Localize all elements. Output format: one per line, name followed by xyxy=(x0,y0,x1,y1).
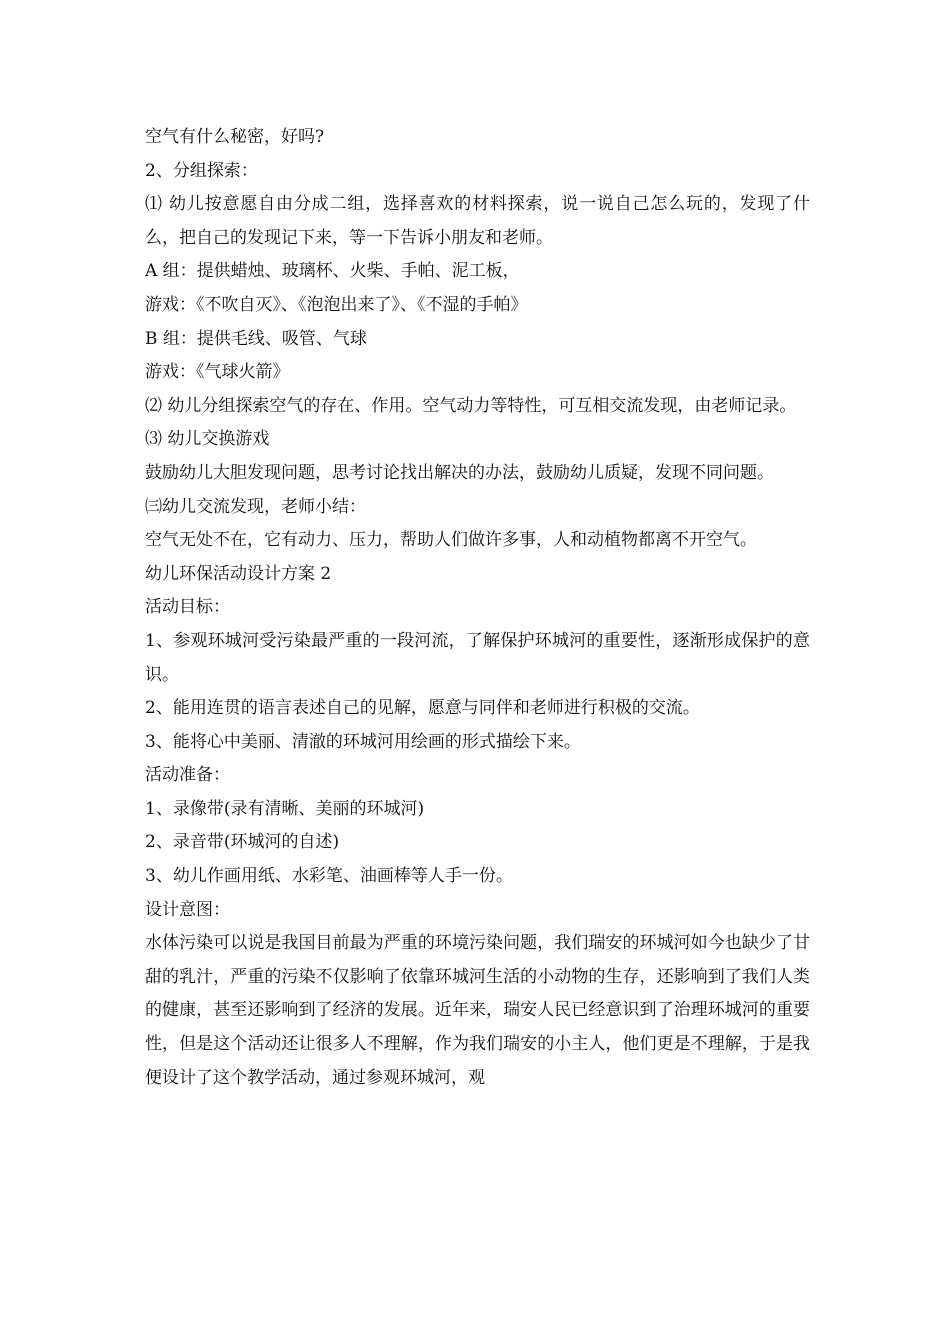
paragraph-2: 2、分组探索： xyxy=(145,160,258,181)
paragraph-11: ㈢幼儿交流发现，老师小结： xyxy=(145,496,366,517)
paragraph-3: ⑴ 幼儿按意愿自由分成二组，选择喜欢的材料探索，说一说自己怎么玩的，发现了什么，把自己的发现记下来，等一下告诉小朋友和老师。 xyxy=(145,194,810,248)
paragraph-4: A 组：提供蜡烛、玻璃杯、火柴、手帕、泥工板， xyxy=(145,261,520,282)
paragraph-21: 3、幼儿作画用纸、水彩笔、油画棒等人手一份。 xyxy=(145,866,513,887)
paragraph-15: 1、参观环城河受污染最严重的一段河流，了解保护环城河的重要性，逐渐形成保护的意识。 xyxy=(145,630,810,685)
paragraph-20: 2、录音带(环城河的自述) xyxy=(145,832,340,853)
paragraph-16: 2、能用连贯的语言表述自己的见解，愿意与同伴和老师进行积极的交流。 xyxy=(145,698,700,719)
paragraph-5: 游戏：《不吹自灭》、《泡泡出来了》、《不湿的手帕》 xyxy=(145,294,528,315)
section-heading: 幼儿环保活动设计方案 2 xyxy=(145,563,332,584)
paragraph-18: 活动准备： xyxy=(145,765,230,786)
paragraph-17: 3、能将心中美丽、清澈的环城河用绘画的形式描绘下来。 xyxy=(145,731,581,752)
paragraph-9: ⑶ 幼儿交换游戏 xyxy=(145,429,270,450)
paragraph-14: 活动目标： xyxy=(145,597,230,618)
document-body xyxy=(145,121,810,1095)
paragraph-1: 空气有什么秘密，好吗? xyxy=(145,127,325,147)
paragraph-22: 设计意图： xyxy=(145,899,230,920)
paragraph-19: 1、录像带(录有清晰、美丽的环城河) xyxy=(145,798,425,819)
paragraph-10: 鼓励幼儿大胆发现问题，思考讨论找出解决的办法，鼓励幼儿质疑，发现不同问题。 xyxy=(145,462,774,483)
paragraph-6: B 组：提供毛线、吸管、气球 xyxy=(145,328,367,349)
paragraph-23: 水体污染可以说是我国目前最为严重的环境污染问题，我们瑞安的环城河如今也缺少了甘甜的乳汁，严重的污染不仅影响了依靠环城河生活的小动物的生存，还影响到了我们人类的健康，甚至还影响到了经济的发展。近年来，瑞安人民已经意识到了治理环城河的重要性，但是这个活动还让很多人不理解，作为我们瑞安的小主人，他们更是不理解，于是我便设计了这个教学活动，通过参观环城河，观 xyxy=(145,933,810,1088)
paragraph-7: 游戏：《气球火箭》 xyxy=(145,362,290,383)
paragraph-8: ⑵ 幼儿分组探索空气的存在、作用。空气动力等特性，可互相交流发现，由老师记录。 xyxy=(145,395,797,416)
paragraph-12: 空气无处不在，它有动力、压力，帮助人们做许多事，人和动植物都离不开空气。 xyxy=(145,530,757,551)
